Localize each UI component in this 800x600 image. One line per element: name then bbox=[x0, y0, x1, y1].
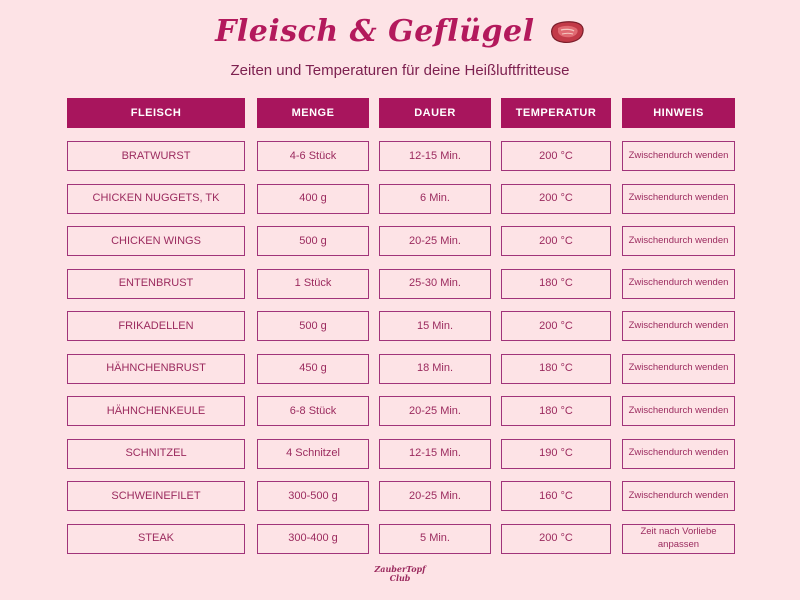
table-cell-temperatur: 200 °C bbox=[501, 226, 611, 256]
table-cell-fleisch: ENTENBRUST bbox=[67, 269, 245, 299]
table-cell-menge: 4-6 Stück bbox=[257, 141, 369, 171]
table-cell-temperatur: 160 °C bbox=[501, 481, 611, 511]
column-header-dauer: DAUER bbox=[379, 98, 491, 128]
table-cell-hinweis: Zwischendurch wenden bbox=[622, 141, 735, 171]
table-cell-fleisch: STEAK bbox=[67, 524, 245, 554]
table-cell-fleisch: CHICKEN NUGGETS, TK bbox=[67, 184, 245, 214]
table-cell-temperatur: 180 °C bbox=[501, 269, 611, 299]
logo-line-2: Club bbox=[389, 573, 411, 583]
column-header-temperatur: TEMPERATUR bbox=[501, 98, 611, 128]
table-cell-dauer: 20-25 Min. bbox=[379, 396, 491, 426]
table-cell-temperatur: 180 °C bbox=[501, 354, 611, 384]
table-cell-dauer: 5 Min. bbox=[379, 524, 491, 554]
title-area bbox=[0, 14, 800, 49]
page-subtitle: Zeiten und Temperaturen für deine Heißluftfritteuse bbox=[230, 62, 570, 79]
table-cell-fleisch: HÄHNCHENBRUST bbox=[67, 354, 245, 384]
table-cell-fleisch: SCHWEINEFILET bbox=[67, 481, 245, 511]
column-header-fleisch: FLEISCH bbox=[67, 98, 245, 128]
table-cell-fleisch: BRATWURST bbox=[67, 141, 245, 171]
column-header-hinweis: HINWEIS bbox=[622, 98, 735, 128]
table-cell-hinweis: Zeit nach Vorliebe anpassen bbox=[622, 524, 735, 554]
table-cell-menge: 400 g bbox=[257, 184, 369, 214]
table-cell-dauer: 25-30 Min. bbox=[379, 269, 491, 299]
table-cell-temperatur: 190 °C bbox=[501, 439, 611, 469]
table-cell-menge: 1 Stück bbox=[257, 269, 369, 299]
table-cell-hinweis: Zwischendurch wenden bbox=[622, 354, 735, 384]
table-cell-dauer: 18 Min. bbox=[379, 354, 491, 384]
table-cell-hinweis: Zwischendurch wenden bbox=[622, 184, 735, 214]
table-cell-dauer: 12-15 Min. bbox=[379, 439, 491, 469]
table-cell-temperatur: 200 °C bbox=[501, 184, 611, 214]
table-cell-fleisch: SCHNITZEL bbox=[67, 439, 245, 469]
table-cell-menge: 500 g bbox=[257, 311, 369, 341]
table-cell-menge: 4 Schnitzel bbox=[257, 439, 369, 469]
table-cell-fleisch: CHICKEN WINGS bbox=[67, 226, 245, 256]
table-cell-temperatur: 200 °C bbox=[501, 311, 611, 341]
table-cell-hinweis: Zwischendurch wenden bbox=[622, 269, 735, 299]
table-cell-hinweis: Zwischendurch wenden bbox=[622, 396, 735, 426]
table-cell-dauer: 6 Min. bbox=[379, 184, 491, 214]
table-cell-temperatur: 200 °C bbox=[501, 141, 611, 171]
table-cell-fleisch: FRIKADELLEN bbox=[67, 311, 245, 341]
table-cell-dauer: 20-25 Min. bbox=[379, 481, 491, 511]
table-cell-menge: 300-500 g bbox=[257, 481, 369, 511]
table-cell-dauer: 12-15 Min. bbox=[379, 141, 491, 171]
page-title: Fleisch & Geflügel bbox=[215, 14, 535, 49]
table-cell-temperatur: 180 °C bbox=[501, 396, 611, 426]
table-cell-menge: 300-400 g bbox=[257, 524, 369, 554]
table-cell-hinweis: Zwischendurch wenden bbox=[622, 311, 735, 341]
table-cell-temperatur: 200 °C bbox=[501, 524, 611, 554]
logo bbox=[370, 565, 430, 583]
table-cell-fleisch: HÄHNCHENKEULE bbox=[67, 396, 245, 426]
table-cell-dauer: 20-25 Min. bbox=[379, 226, 491, 256]
steak-icon bbox=[549, 19, 585, 45]
table-cell-menge: 6-8 Stück bbox=[257, 396, 369, 426]
logo-line-1: ZauberTopf bbox=[374, 564, 426, 574]
table-cell-hinweis: Zwischendurch wenden bbox=[622, 439, 735, 469]
table-cell-menge: 450 g bbox=[257, 354, 369, 384]
table-cell-hinweis: Zwischendurch wenden bbox=[622, 481, 735, 511]
column-header-menge: MENGE bbox=[257, 98, 369, 128]
table-cell-menge: 500 g bbox=[257, 226, 369, 256]
table-cell-dauer: 15 Min. bbox=[379, 311, 491, 341]
table-cell-hinweis: Zwischendurch wenden bbox=[622, 226, 735, 256]
